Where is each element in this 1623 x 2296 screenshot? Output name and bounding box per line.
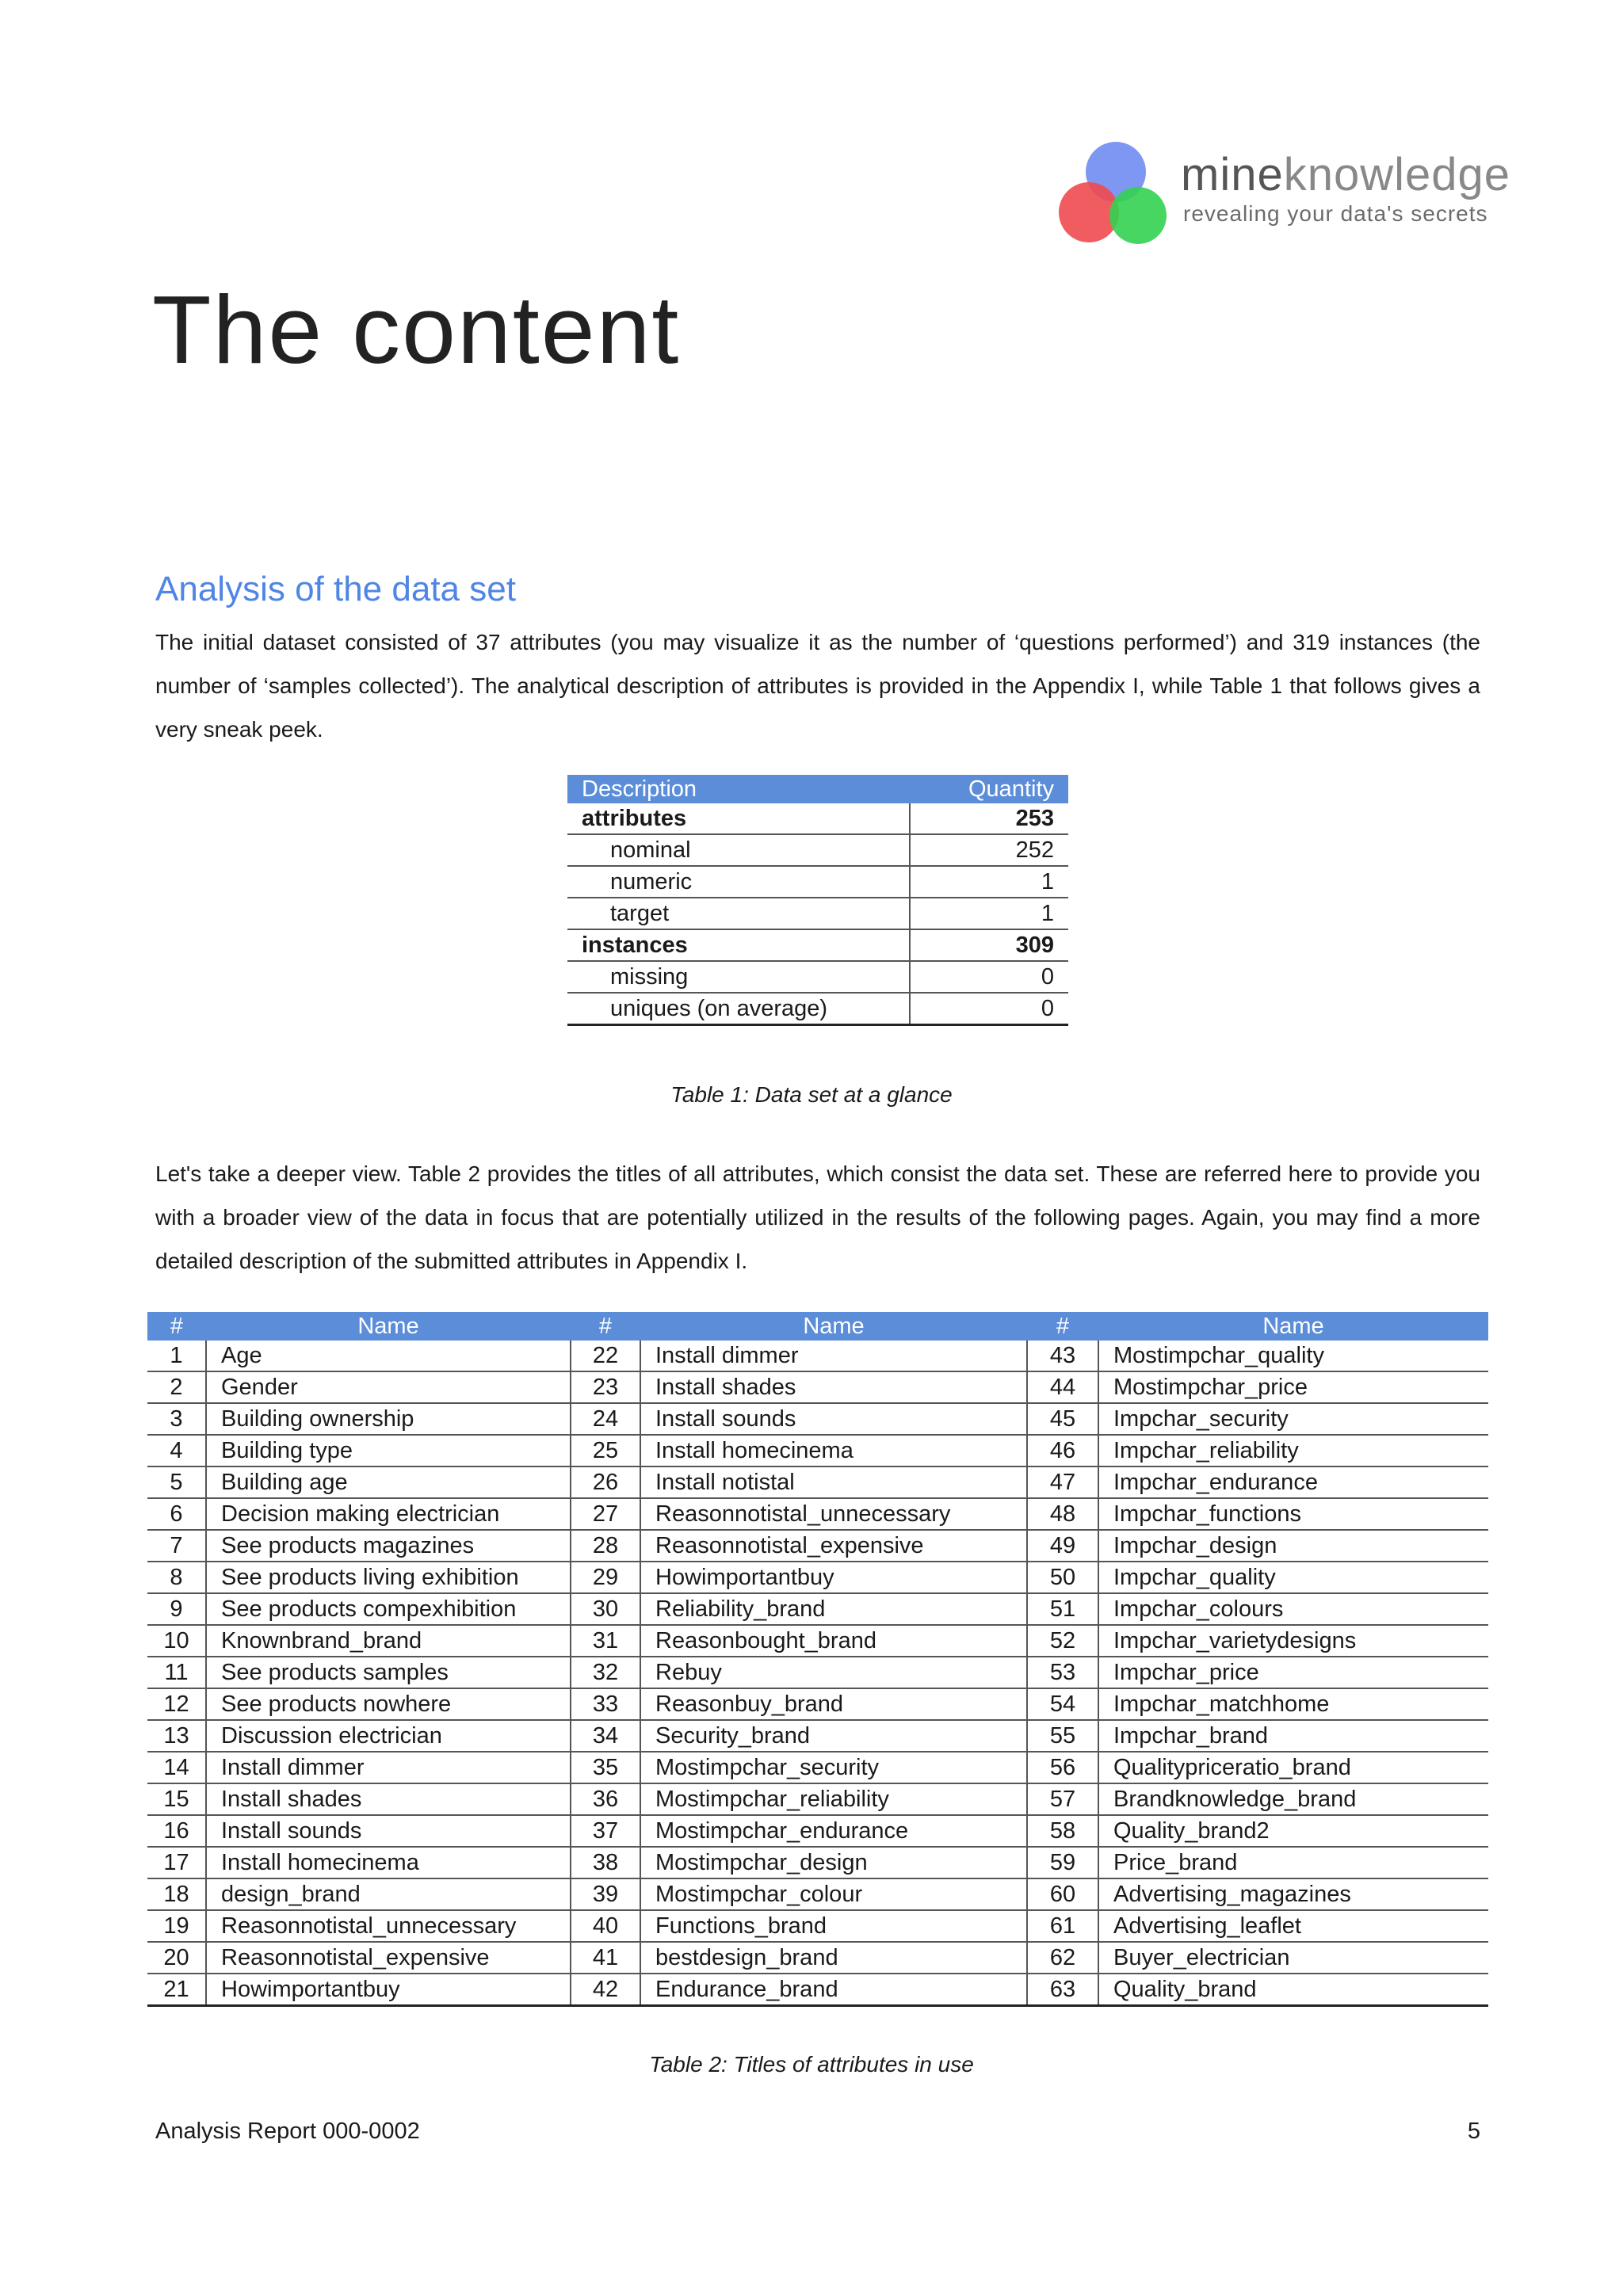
attribute-number: 45 <box>1027 1403 1098 1435</box>
deeper-view-paragraph: Let's take a deeper view. Table 2 provides the titles of all attributes, which consist the data set. These are referred here to provide you with a broader view of the data in focus that are potentially utilized in the results of the following pages. Again, you may find a more detailed description of the submitted attributes in Appendix I. <box>155 1161 1480 1273</box>
row-quantity: 1 <box>910 866 1068 898</box>
attribute-number: 15 <box>147 1783 206 1815</box>
attribute-number: 35 <box>571 1752 640 1783</box>
attribute-number: 26 <box>571 1466 640 1498</box>
row-quantity: 253 <box>910 803 1068 834</box>
row-quantity: 252 <box>910 834 1068 866</box>
attribute-name: Advertising_magazines <box>1098 1878 1488 1910</box>
attribute-name: design_brand <box>206 1878 571 1910</box>
attribute-number: 39 <box>571 1878 640 1910</box>
table-row <box>567 866 1068 898</box>
column-header-name: Name <box>1098 1312 1488 1341</box>
attribute-name: Mostimpchar_security <box>640 1752 1027 1783</box>
attribute-number: 18 <box>147 1878 206 1910</box>
table-row <box>147 1688 1488 1720</box>
page-number: 5 <box>1467 2119 1480 2144</box>
table-row <box>147 1783 1488 1815</box>
table-row <box>147 1341 1488 1371</box>
table-row <box>147 1403 1488 1435</box>
attribute-name: Reasonbought_brand <box>640 1625 1027 1657</box>
table-row <box>567 961 1068 993</box>
attribute-name: See products magazines <box>206 1530 571 1562</box>
attribute-name: bestdesign_brand <box>640 1942 1027 1974</box>
attribute-name: Howimportantbuy <box>206 1974 571 2006</box>
attribute-number: 43 <box>1027 1341 1098 1371</box>
attribute-number: 30 <box>571 1593 640 1625</box>
attribute-number: 31 <box>571 1625 640 1657</box>
attribute-number: 42 <box>571 1974 640 2006</box>
attribute-name: Buyer_electrician <box>1098 1942 1488 1974</box>
attribute-name: Mostimpchar_quality <box>1098 1341 1488 1371</box>
attribute-number: 33 <box>571 1688 640 1720</box>
attribute-name: Install sounds <box>206 1815 571 1847</box>
attribute-number: 41 <box>571 1942 640 1974</box>
attribute-name: Install notistal <box>640 1466 1027 1498</box>
attribute-number: 36 <box>571 1783 640 1815</box>
attribute-name: Impchar_price <box>1098 1657 1488 1688</box>
attribute-number: 5 <box>147 1466 206 1498</box>
attribute-number: 21 <box>147 1974 206 2006</box>
attribute-name: Impchar_colours <box>1098 1593 1488 1625</box>
attribute-name: See products samples <box>206 1657 571 1688</box>
attribute-number: 37 <box>571 1815 640 1847</box>
dataset-summary-table <box>567 775 1068 1026</box>
column-header-name: Name <box>640 1312 1027 1341</box>
row-description: target <box>567 898 910 929</box>
attribute-name: Mostimpchar_colour <box>640 1878 1027 1910</box>
row-quantity: 0 <box>910 993 1068 1025</box>
column-header-quantity: Quantity <box>910 775 1068 803</box>
attribute-name: Building type <box>206 1435 571 1466</box>
table-row <box>147 1435 1488 1466</box>
attribute-number: 22 <box>571 1341 640 1371</box>
attribute-number: 48 <box>1027 1498 1098 1530</box>
table-row <box>567 898 1068 929</box>
attribute-number: 12 <box>147 1688 206 1720</box>
table1-caption: Table 1: Data set at a glance <box>670 1082 953 1107</box>
attribute-number: 32 <box>571 1657 640 1688</box>
footer-report-id: Analysis Report 000-0002 <box>155 2119 420 2144</box>
attribute-number: 25 <box>571 1435 640 1466</box>
attribute-number: 10 <box>147 1625 206 1657</box>
table-row <box>567 929 1068 961</box>
attribute-number: 20 <box>147 1942 206 1974</box>
table-row <box>147 1657 1488 1688</box>
attribute-name: Install shades <box>640 1371 1027 1403</box>
attribute-name: Impchar_quality <box>1098 1562 1488 1593</box>
attribute-number: 55 <box>1027 1720 1098 1752</box>
attribute-name: Install homecinema <box>640 1435 1027 1466</box>
attribute-number: 11 <box>147 1657 206 1688</box>
attribute-number: 44 <box>1027 1371 1098 1403</box>
attribute-name: Gender <box>206 1371 571 1403</box>
attribute-name: Security_brand <box>640 1720 1027 1752</box>
attribute-number: 46 <box>1027 1435 1098 1466</box>
attribute-name: Quality_brand2 <box>1098 1815 1488 1847</box>
attribute-name: See products living exhibition <box>206 1562 571 1593</box>
attribute-name: Mostimpchar_design <box>640 1847 1027 1878</box>
row-description: numeric <box>567 866 910 898</box>
column-header-name: Name <box>206 1312 571 1341</box>
attribute-number: 14 <box>147 1752 206 1783</box>
attribute-name: Price_brand <box>1098 1847 1488 1878</box>
row-description: nominal <box>567 834 910 866</box>
attribute-name: Install dimmer <box>206 1752 571 1783</box>
attribute-number: 27 <box>571 1498 640 1530</box>
row-description: attributes <box>567 803 910 834</box>
attribute-name: Advertising_leaflet <box>1098 1910 1488 1942</box>
logo-name-light: knowledge <box>1283 149 1511 200</box>
attribute-name: Impchar_design <box>1098 1530 1488 1562</box>
table-row <box>567 993 1068 1025</box>
attribute-name: Impchar_reliability <box>1098 1435 1488 1466</box>
attribute-name: Reasonnotistal_expensive <box>206 1942 571 1974</box>
attribute-number: 7 <box>147 1530 206 1562</box>
table-row <box>147 1815 1488 1847</box>
attribute-number: 40 <box>571 1910 640 1942</box>
table-row <box>147 1625 1488 1657</box>
logo-circles-icon <box>1054 136 1181 255</box>
attribute-name: Impchar_varietydesigns <box>1098 1625 1488 1657</box>
intro-paragraph: The initial dataset consisted of 37 attributes (you may visualize it as the number of ‘questions performed’) and 319 instances (the number of ‘samples collected’). The analytical description of attributes is provided in the Appendix I, while Table 1 that follows gives a very sneak peek. <box>155 630 1480 742</box>
column-header-number: # <box>1027 1312 1098 1341</box>
table-header-row <box>567 775 1068 803</box>
attribute-name: Impchar_endurance <box>1098 1466 1488 1498</box>
attribute-number: 19 <box>147 1910 206 1942</box>
attribute-name: Building ownership <box>206 1403 571 1435</box>
attribute-name: Howimportantbuy <box>640 1562 1027 1593</box>
attribute-name: Decision making electrician <box>206 1498 571 1530</box>
row-description: missing <box>567 961 910 993</box>
attribute-name: Install dimmer <box>640 1341 1027 1371</box>
attribute-name: See products compexhibition <box>206 1593 571 1625</box>
table-row <box>567 834 1068 866</box>
table-row <box>147 1878 1488 1910</box>
attribute-number: 59 <box>1027 1847 1098 1878</box>
attribute-number: 61 <box>1027 1910 1098 1942</box>
table-row <box>147 1720 1488 1752</box>
attribute-name: Reasonbuy_brand <box>640 1688 1027 1720</box>
attribute-number: 28 <box>571 1530 640 1562</box>
attribute-name: Impchar_matchhome <box>1098 1688 1488 1720</box>
attribute-number: 3 <box>147 1403 206 1435</box>
attribute-number: 2 <box>147 1371 206 1403</box>
row-quantity: 1 <box>910 898 1068 929</box>
attribute-name: Reasonnotistal_unnecessary <box>640 1498 1027 1530</box>
attribute-name: Install shades <box>206 1783 571 1815</box>
attribute-name: Reasonnotistal_unnecessary <box>206 1910 571 1942</box>
attribute-name: Discussion electrician <box>206 1720 571 1752</box>
table-row <box>567 803 1068 834</box>
attribute-name: Endurance_brand <box>640 1974 1027 2006</box>
attribute-number: 54 <box>1027 1688 1098 1720</box>
attribute-name: Impchar_security <box>1098 1403 1488 1435</box>
attribute-name: Functions_brand <box>640 1910 1027 1942</box>
attribute-number: 62 <box>1027 1942 1098 1974</box>
attribute-name: Impchar_brand <box>1098 1720 1488 1752</box>
column-header-number: # <box>147 1312 206 1341</box>
section-heading: Analysis of the data set <box>155 570 516 608</box>
row-quantity: 0 <box>910 961 1068 993</box>
attribute-number: 47 <box>1027 1466 1098 1498</box>
table-header-row <box>147 1312 1488 1341</box>
attribute-number: 6 <box>147 1498 206 1530</box>
attribute-name: Reasonnotistal_expensive <box>640 1530 1027 1562</box>
column-header-number: # <box>571 1312 640 1341</box>
logo-name-dark: mine <box>1181 149 1284 200</box>
attribute-number: 53 <box>1027 1657 1098 1688</box>
attribute-table-body <box>147 1341 1488 2006</box>
table-row <box>147 1530 1488 1562</box>
attribute-number: 51 <box>1027 1593 1098 1625</box>
attribute-name: Building age <box>206 1466 571 1498</box>
attribute-titles-table <box>147 1312 1488 2007</box>
table-row <box>147 1847 1488 1878</box>
table-row <box>147 1562 1488 1593</box>
table-row <box>147 1498 1488 1530</box>
page-title: The content <box>152 276 681 383</box>
column-header-description: Description <box>567 775 910 803</box>
attribute-number: 29 <box>571 1562 640 1593</box>
attribute-number: 57 <box>1027 1783 1098 1815</box>
attribute-name: Install homecinema <box>206 1847 571 1878</box>
table-row <box>147 1466 1488 1498</box>
attribute-name: Quality_brand <box>1098 1974 1488 2006</box>
table-row <box>147 1974 1488 2006</box>
attribute-name: Impchar_functions <box>1098 1498 1488 1530</box>
attribute-number: 49 <box>1027 1530 1098 1562</box>
attribute-number: 16 <box>147 1815 206 1847</box>
attribute-name: Brandknowledge_brand <box>1098 1783 1488 1815</box>
attribute-number: 23 <box>571 1371 640 1403</box>
attribute-name: Qualitypriceratio_brand <box>1098 1752 1488 1783</box>
table-row <box>147 1371 1488 1403</box>
logo-tagline: revealing your data's secrets <box>1183 201 1488 226</box>
attribute-name: See products nowhere <box>206 1688 571 1720</box>
attribute-number: 1 <box>147 1341 206 1371</box>
attribute-number: 63 <box>1027 1974 1098 2006</box>
attribute-number: 50 <box>1027 1562 1098 1593</box>
attribute-number: 34 <box>571 1720 640 1752</box>
attribute-number: 8 <box>147 1562 206 1593</box>
logo-wordmark <box>1181 149 1511 200</box>
company-logo <box>1054 136 1511 255</box>
table-row <box>147 1942 1488 1974</box>
table-row <box>147 1752 1488 1783</box>
attribute-name: Knownbrand_brand <box>206 1625 571 1657</box>
row-description: instances <box>567 929 910 961</box>
attribute-number: 4 <box>147 1435 206 1466</box>
attribute-number: 24 <box>571 1403 640 1435</box>
attribute-number: 52 <box>1027 1625 1098 1657</box>
table-row <box>147 1593 1488 1625</box>
attribute-number: 60 <box>1027 1878 1098 1910</box>
attribute-name: Mostimpchar_reliability <box>640 1783 1027 1815</box>
table2-caption: Table 2: Titles of attributes in use <box>649 2052 974 2077</box>
summary-table-body <box>567 803 1068 1025</box>
attribute-number: 56 <box>1027 1752 1098 1783</box>
table-row <box>147 1910 1488 1942</box>
attribute-name: Mostimpchar_price <box>1098 1371 1488 1403</box>
attribute-number: 58 <box>1027 1815 1098 1847</box>
attribute-name: Reliability_brand <box>640 1593 1027 1625</box>
attribute-number: 17 <box>147 1847 206 1878</box>
row-quantity: 309 <box>910 929 1068 961</box>
attribute-number: 13 <box>147 1720 206 1752</box>
attribute-name: Age <box>206 1341 571 1371</box>
attribute-name: Install sounds <box>640 1403 1027 1435</box>
attribute-number: 9 <box>147 1593 206 1625</box>
attribute-name: Mostimpchar_endurance <box>640 1815 1027 1847</box>
row-description: uniques (on average) <box>567 993 910 1025</box>
attribute-number: 38 <box>571 1847 640 1878</box>
attribute-name: Rebuy <box>640 1657 1027 1688</box>
